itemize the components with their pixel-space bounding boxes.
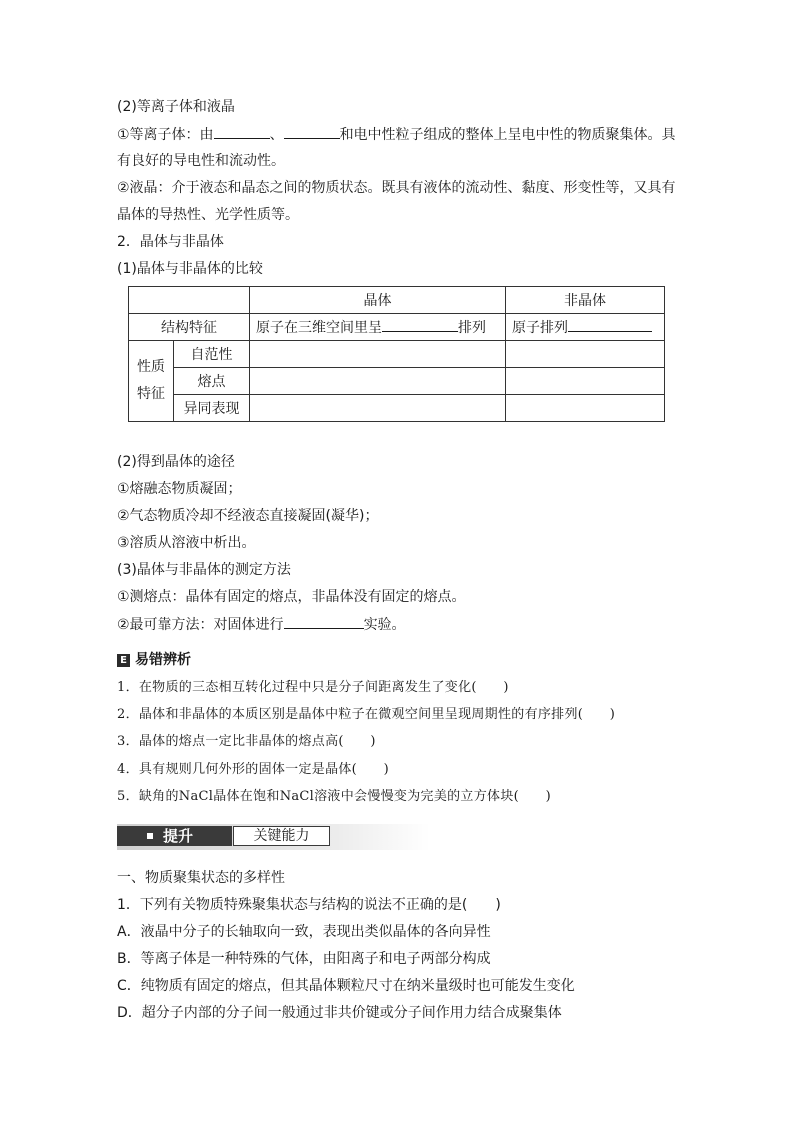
ways-subheading: (2)得到晶体的途径 (117, 454, 235, 470)
row-group-label-1: 性质 (137, 359, 165, 375)
table-corner-cell (129, 287, 250, 314)
amorphous-melting-cell (506, 368, 665, 395)
column-header-crystal: 晶体 (250, 287, 506, 314)
liquid-crystal-line-2: 晶体的导热性、光学性质等。 (117, 207, 299, 223)
method-2-text-a: ②最可靠方法：对固体进行 (117, 617, 284, 633)
row-header-melting-point: 熔点 (174, 368, 250, 395)
amorphous-self-shaping-cell (506, 341, 665, 368)
method-2-text-b: 实验。 (363, 617, 406, 633)
error-item-4: 4．具有规则几何外形的固体一定是晶体( ) (117, 762, 390, 777)
plasma-sep: 、 (269, 127, 284, 143)
amorphous-structure-cell (506, 314, 665, 341)
way-item-1: ①熔融态物质凝固； (117, 481, 242, 497)
column-header-amorphous: 非晶体 (506, 287, 665, 314)
option-c: C．纯物质有固定的熔点，但其晶体颗粒尺寸在纳米量级时也可能发生变化 (117, 978, 575, 994)
fill-blank-5 (284, 614, 364, 629)
method-item-2 (117, 614, 406, 635)
option-a: A．液晶中分子的长轴取向一致，表现出类似晶体的各向异性 (117, 924, 491, 940)
crystal-structure-text-b: 排列 (458, 320, 486, 336)
crystal-melting-cell (250, 368, 506, 395)
banner-dark-label: 提升 (163, 827, 194, 845)
error-analysis-title: 易错辨析 (135, 652, 191, 668)
fill-blank-1 (214, 124, 270, 139)
table-row (129, 368, 665, 395)
table-row (129, 341, 665, 368)
error-item-5: 5．缺角的NaCl晶体在饱和NaCl溶液中会慢慢变为完美的立方体块( ) (117, 789, 551, 804)
row-header-structure: 结构特征 (129, 314, 250, 341)
error-tag-icon: E (117, 654, 130, 667)
methods-subheading: (3)晶体与非晶体的测定方法 (117, 562, 291, 578)
plasma-text-b: 和电中性粒子组成的整体上呈电中性的物质聚集体。具 (339, 127, 676, 143)
way-item-3: ③溶质从溶液中析出。 (117, 535, 256, 551)
crystal-comparison-table (128, 286, 665, 422)
plasma-definition-line (117, 124, 676, 145)
table-row (129, 314, 665, 341)
question-stem: 1．下列有关物质特殊聚集状态与结构的说法不正确的是( ) (117, 897, 501, 913)
crystal-structure-text-a: 原子在三维空间里呈 (256, 320, 382, 336)
fill-blank-2 (284, 124, 340, 139)
practice-heading: 一、物质聚集状态的多样性 (117, 870, 285, 886)
banner-light-tab: 关键能力 (233, 826, 330, 846)
method-item-1: ①测熔点：晶体有固定的熔点，非晶体没有固定的熔点。 (117, 589, 466, 605)
option-d: D．超分子内部的分子间一般通过非共价键或分子间作用力结合成聚集体 (117, 1005, 562, 1021)
error-item-3: 3．晶体的熔点一定比非晶体的熔点高( ) (117, 734, 376, 749)
square-bullet-icon (147, 833, 153, 839)
amorphous-anisotropy-cell (506, 395, 665, 422)
row-group-label-2: 特征 (137, 386, 165, 402)
error-analysis-header (117, 650, 191, 670)
plasma-definition-cont: 有良好的导电性和流动性。 (117, 153, 285, 169)
crystal-anisotropy-cell (250, 395, 506, 422)
row-header-anisotropy: 异同表现 (174, 395, 250, 422)
crystal-self-shaping-cell (250, 341, 506, 368)
way-item-2: ②气态物质冷却不经液态直接凝固(凝华)； (117, 508, 379, 524)
error-item-1: 1．在物质的三态相互转化过程中只是分子间距离发生了变化( ) (117, 680, 509, 695)
amorphous-structure-text: 原子排列 (512, 320, 568, 336)
crystal-structure-cell (250, 314, 506, 341)
row-group-properties (129, 341, 174, 422)
plasma-text-a: ①等离子体：由 (117, 127, 214, 143)
table-row (129, 395, 665, 422)
table-row (129, 287, 665, 314)
liquid-crystal-line-1: ②液晶：介于液态和晶态之间的物质状态。既具有液体的流动性、黏度、形变性等，又具有 (117, 180, 676, 196)
fill-blank-3 (382, 317, 458, 332)
option-b: B．等离子体是一种特殊的气体，由阳离子和电子两部分构成 (117, 951, 491, 967)
error-item-2: 2．晶体和非晶体的本质区别是晶体中粒子在微观空间里呈现周期性的有序排列( ) (117, 707, 616, 722)
comparison-subheading: (1)晶体与非晶体的比较 (117, 261, 263, 277)
part2-heading: 2．晶体与非晶体 (117, 234, 224, 250)
section-heading-plasma-liquid-crystal: (2)等离子体和液晶 (117, 99, 235, 115)
banner-dark-tab (117, 826, 232, 846)
fill-blank-4 (568, 317, 652, 332)
row-header-self-shaping: 自范性 (174, 341, 250, 368)
